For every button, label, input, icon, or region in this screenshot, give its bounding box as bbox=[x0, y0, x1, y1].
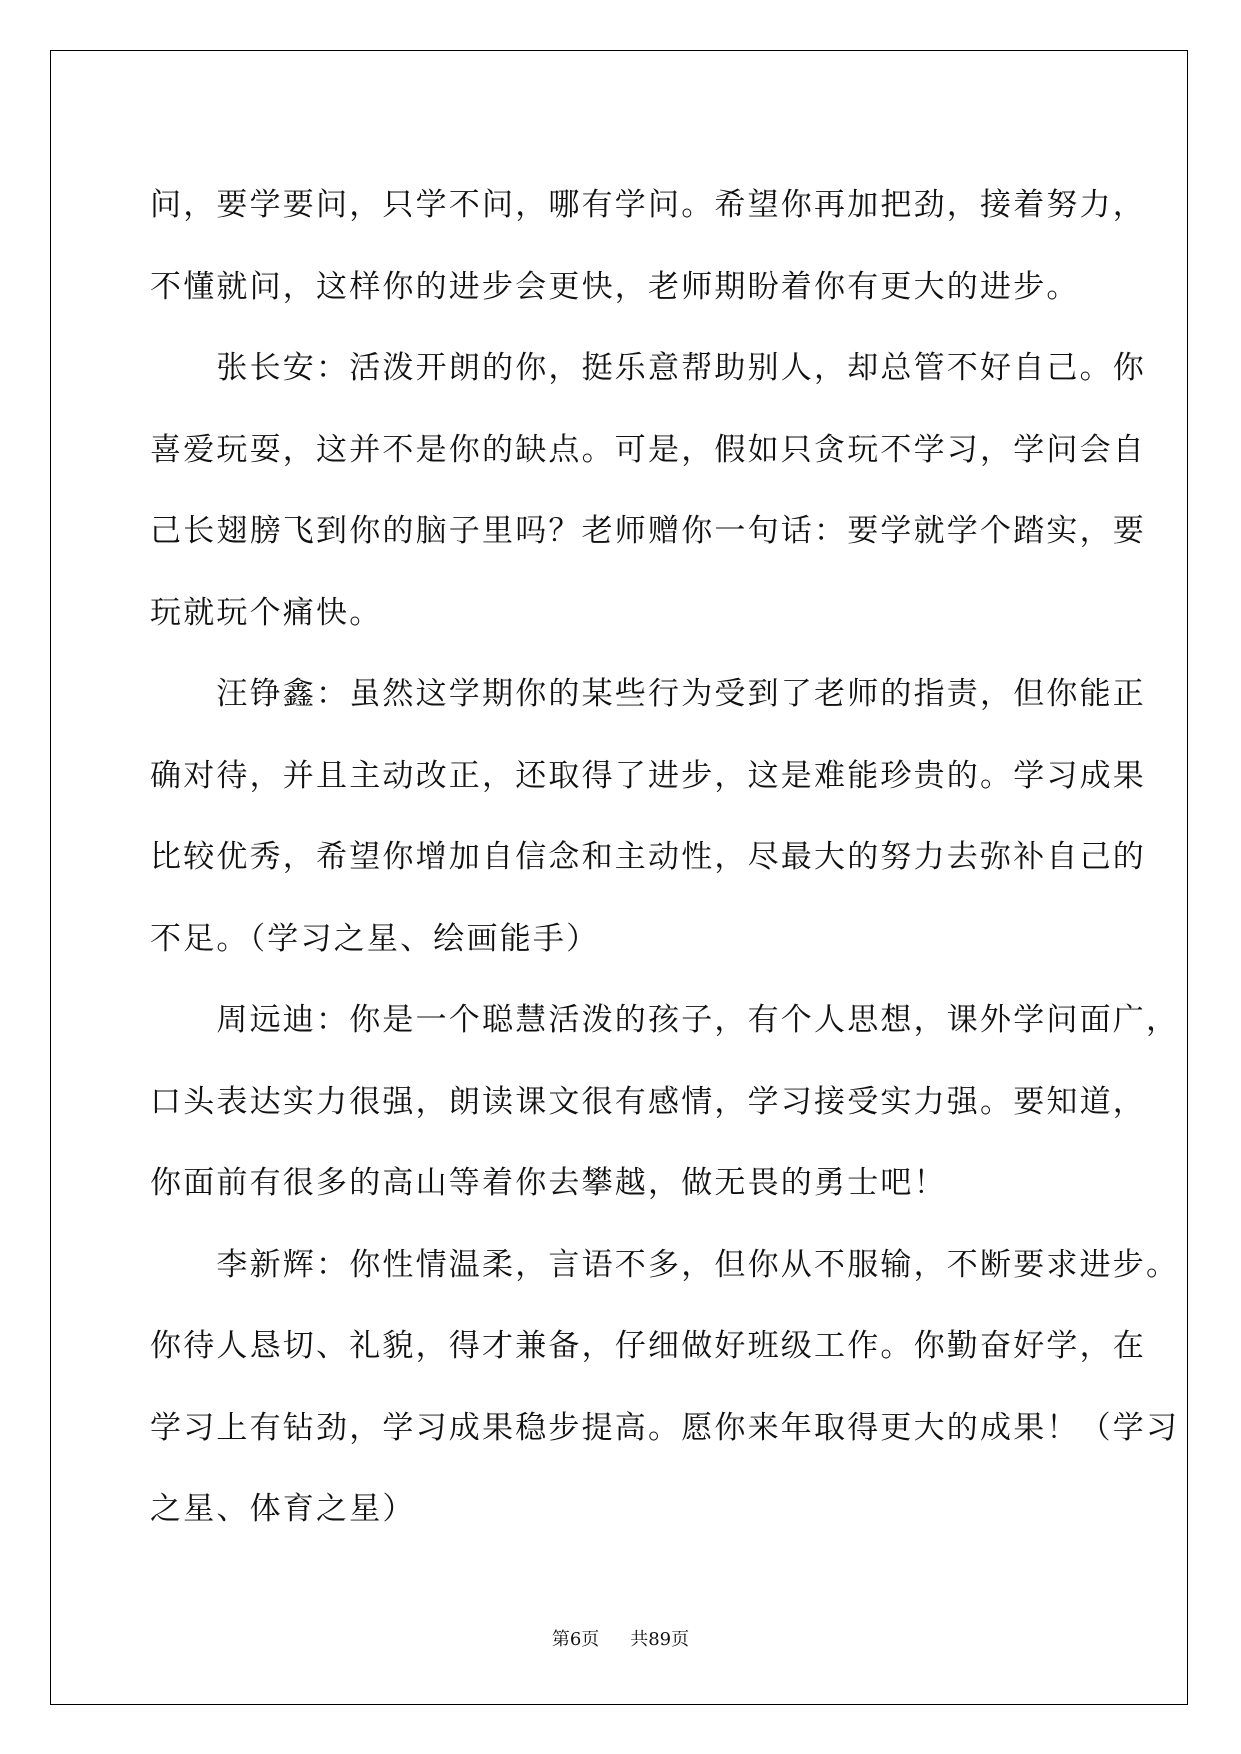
text-line: 问，要学要问，只学不问，哪有学问。希望你再加把劲，接着努力， bbox=[150, 187, 1146, 223]
page-footer bbox=[0, 1625, 1241, 1651]
paragraph bbox=[150, 980, 1180, 1225]
text-line: 之星、体育之星） bbox=[150, 1491, 416, 1527]
paragraph bbox=[150, 165, 1146, 328]
document-body bbox=[150, 165, 1180, 1551]
paragraph bbox=[150, 1225, 1180, 1551]
paragraph bbox=[150, 654, 1146, 980]
text-line: 不懂就问，这样你的进步会更快，老师期盼着你有更大的进步。 bbox=[150, 268, 1080, 305]
paragraph bbox=[150, 328, 1146, 654]
text-line: 张长安：活泼开朗的你，挺乐意帮助别人，却总管不好自己。你 bbox=[150, 350, 1146, 386]
text-line: 确对待，并且主动改正，还取得了进步，这是难能珍贵的。学习成果 bbox=[150, 757, 1146, 794]
page-total: 共89页 bbox=[630, 1629, 690, 1650]
text-line: 汪铮鑫：虽然这学期你的某些行为受到了老师的指责，但你能正 bbox=[150, 676, 1146, 712]
text-line: 喜爱玩耍，这并不是你的缺点。可是，假如只贪玩不学习，学问会自 bbox=[150, 431, 1146, 468]
page-number: 第6页 bbox=[551, 1629, 600, 1650]
text-line: 不足。（学习之星、绘画能手） bbox=[150, 920, 600, 957]
page-spacer bbox=[609, 1629, 620, 1650]
text-line: 比较优秀，希望你增加自信念和主动性，尽最大的努力去弥补自己的 bbox=[150, 839, 1146, 875]
text-line: 李新辉：你性情温柔，言语不多，但你从不服输，不断要求进步。 bbox=[150, 1246, 1180, 1283]
text-line: 学习上有钻劲，学习成果稳步提高。愿你来年取得更大的成果！（学习 bbox=[150, 1409, 1180, 1446]
text-line: 口头表达实力很强，朗读课文很有感情，学习接受实力强。要知道， bbox=[150, 1083, 1146, 1120]
text-line: 己长翅膀飞到你的脑子里吗？老师赠你一句话：要学就学个踏实，要 bbox=[150, 513, 1146, 549]
text-line: 你待人恳切、礼貌，得才兼备，仔细做好班级工作。你勤奋好学，在 bbox=[150, 1328, 1146, 1364]
text-line: 周远迪：你是一个聪慧活泼的孩子，有个人思想，课外学问面广， bbox=[150, 1002, 1180, 1038]
text-line: 玩就玩个痛快。 bbox=[150, 594, 383, 631]
text-line: 你面前有很多的高山等着你去攀越，做无畏的勇士吧！ bbox=[150, 1165, 947, 1201]
